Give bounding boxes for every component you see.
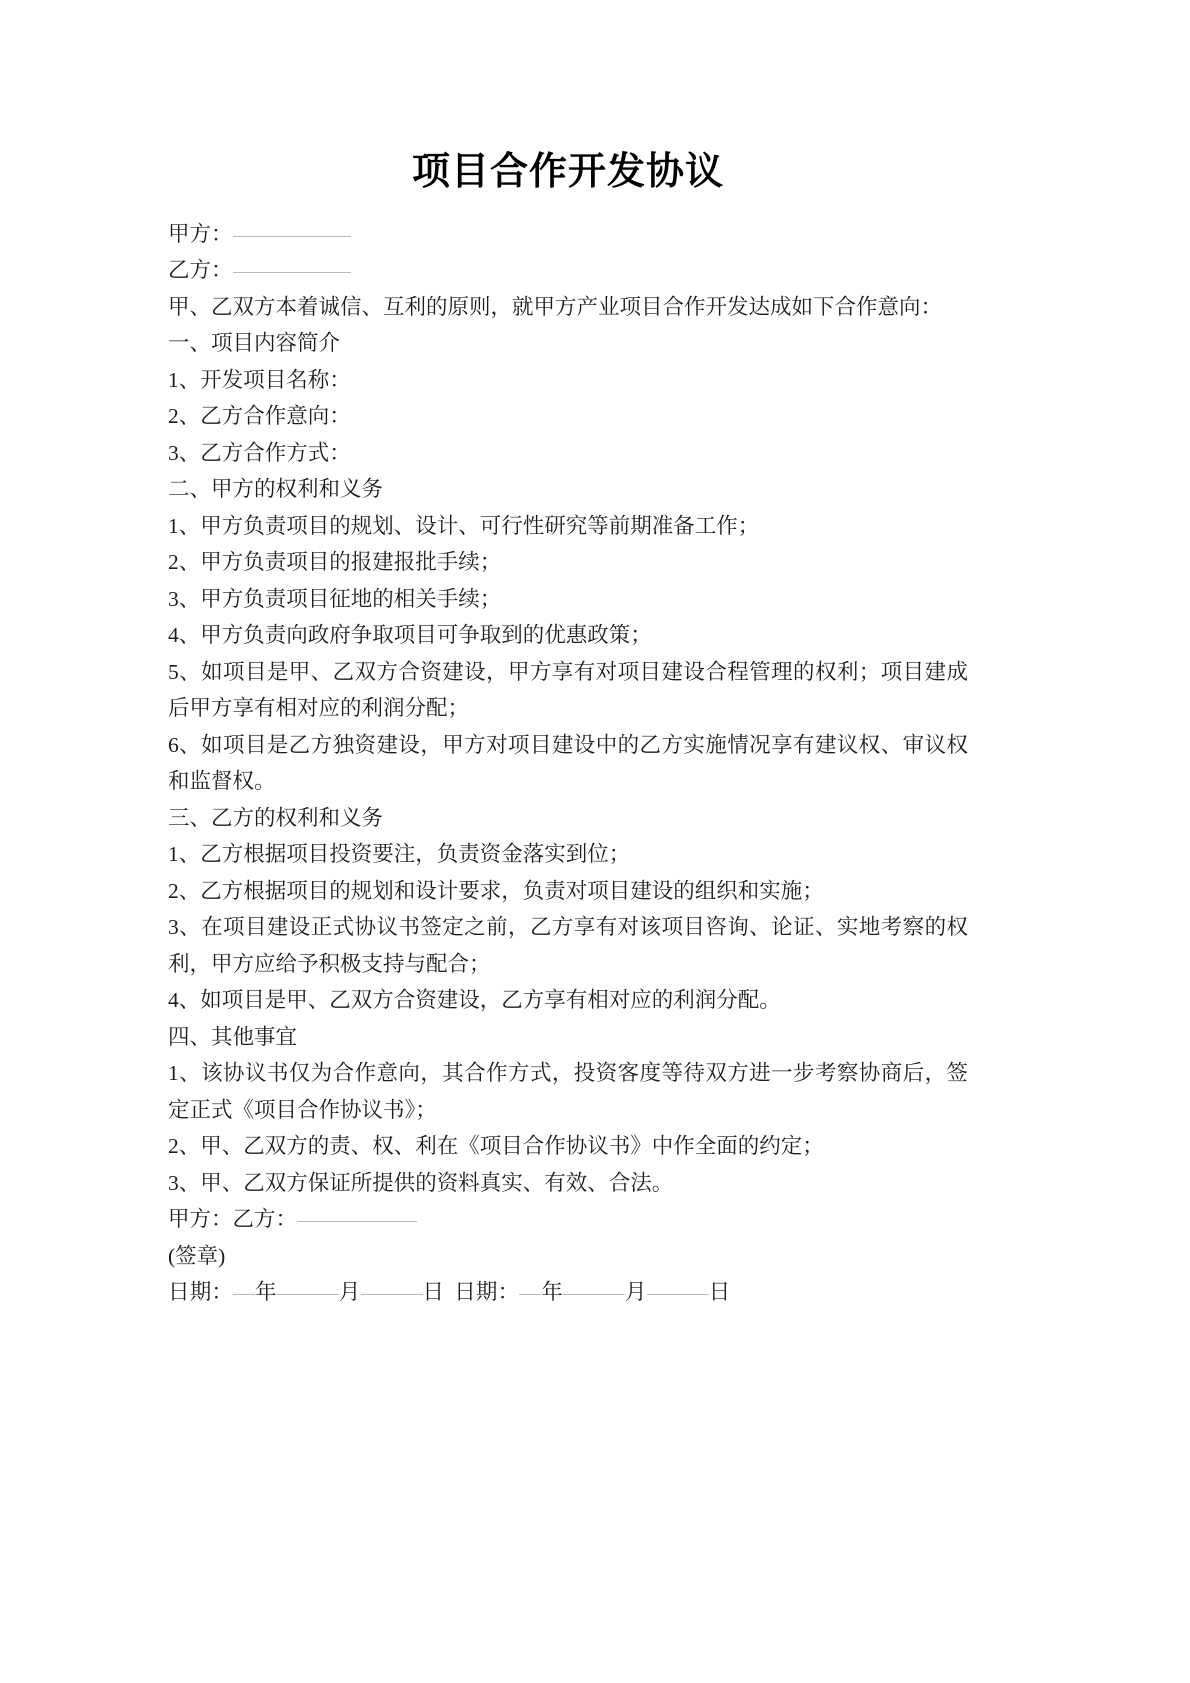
section-heading-4: 四、其他事宜 xyxy=(168,1024,298,1049)
section-heading-2: 二、甲方的权利和义务 xyxy=(168,477,384,502)
party-a-label: 甲方： xyxy=(168,221,233,246)
date-b-month-blank[interactable] xyxy=(563,1294,625,1295)
page-title: 项目合作开发协议 xyxy=(411,151,724,193)
section-2-item-4: 4、甲方负责向政府争取项目可争取到的优惠政策； xyxy=(168,623,652,648)
section-1-item-1: 1、开发项目名称： xyxy=(168,367,351,392)
date-a-year-blank[interactable] xyxy=(233,1294,255,1295)
section-1-item-3: 3、乙方合作方式： xyxy=(168,440,351,465)
section-2-item-6: 6、如项目是乙方独资建设，甲方对项目建设中的乙方实施情况享有建议权、审议权和监督权。 xyxy=(168,732,968,794)
date-a-month-blank[interactable] xyxy=(277,1294,339,1295)
section-3-item-3: 3、在项目建设正式协议书签定之前，乙方享有对该项目咨询、论证、实地考察的权利，甲方应给予积极支持与配合； xyxy=(168,915,968,976)
date-a-day-unit: 日 xyxy=(422,1280,445,1305)
date-b-year-blank[interactable] xyxy=(519,1294,541,1295)
date-b-day-unit: 日 xyxy=(708,1280,731,1305)
section-2-item-5: 5、如项目是甲、乙双方合资建设，甲方享有对项目建设合程管理的权利；项目建成后甲方享有相对应的利润分配； xyxy=(168,659,968,721)
signature-blank[interactable] xyxy=(297,1221,417,1222)
section-1-item-2: 2、乙方合作意向： xyxy=(168,404,351,429)
party-b-blank[interactable] xyxy=(233,272,351,273)
section-2-item-2: 2、甲方负责项目的报建报批手续； xyxy=(168,550,502,575)
date-b-day-blank[interactable] xyxy=(647,1294,709,1295)
date-b-month-unit: 月 xyxy=(625,1280,647,1305)
document-body xyxy=(168,216,968,1311)
date-line xyxy=(168,1274,968,1311)
section-4-item-1: 1、该协议书仅为合作意向，其合作方式，投资客度等待双方进一步考察协商后，签定正式《项目合作协议书》； xyxy=(168,1061,968,1122)
party-b-label: 乙方： xyxy=(168,258,233,283)
party-a-blank[interactable] xyxy=(233,236,351,237)
date-a-month-unit: 月 xyxy=(338,1280,361,1305)
section-4-item-2: 2、甲、乙双方的责、权、利在《项目合作协议书》中作全面的约定； xyxy=(168,1134,824,1159)
date-label-b: 日期： xyxy=(454,1280,520,1305)
date-a-year-unit: 年 xyxy=(255,1280,277,1305)
section-heading-1: 一、项目内容简介 xyxy=(168,331,341,356)
section-2-item-3: 3、甲方负责项目征地的相关手续； xyxy=(168,586,502,611)
date-a-day-blank[interactable] xyxy=(361,1294,423,1295)
document-content xyxy=(168,0,968,1311)
signature-label: 甲方：乙方： xyxy=(168,1207,298,1232)
section-4-item-3: 3、甲、乙双方保证所提供的资料真实、有效、合法。 xyxy=(168,1170,674,1195)
section-3-item-4: 4、如项目是甲、乙双方合资建设，乙方享有相对应的利润分配。 xyxy=(168,988,781,1013)
date-b-year-unit: 年 xyxy=(541,1280,564,1305)
preamble-paragraph: 甲、乙双方本着诚信、互利的原则，就甲方产业项目合作开发达成如下合作意向： xyxy=(168,294,943,319)
date-label-a: 日期： xyxy=(168,1280,234,1305)
party-a-line xyxy=(168,216,968,253)
seal-note: (签章) xyxy=(168,1243,226,1268)
party-b-line xyxy=(168,252,968,289)
section-3-item-1: 1、乙方根据项目投资要注，负责资金落实到位； xyxy=(168,842,631,867)
section-3-item-2: 2、乙方根据项目的规划和设计要求，负责对项目建设的组织和实施； xyxy=(168,878,824,903)
section-2-item-1: 1、甲方负责项目的规划、设计、可行性研究等前期准备工作； xyxy=(168,513,760,538)
signature-line xyxy=(168,1201,968,1238)
section-heading-3: 三、乙方的权利和义务 xyxy=(168,805,384,830)
